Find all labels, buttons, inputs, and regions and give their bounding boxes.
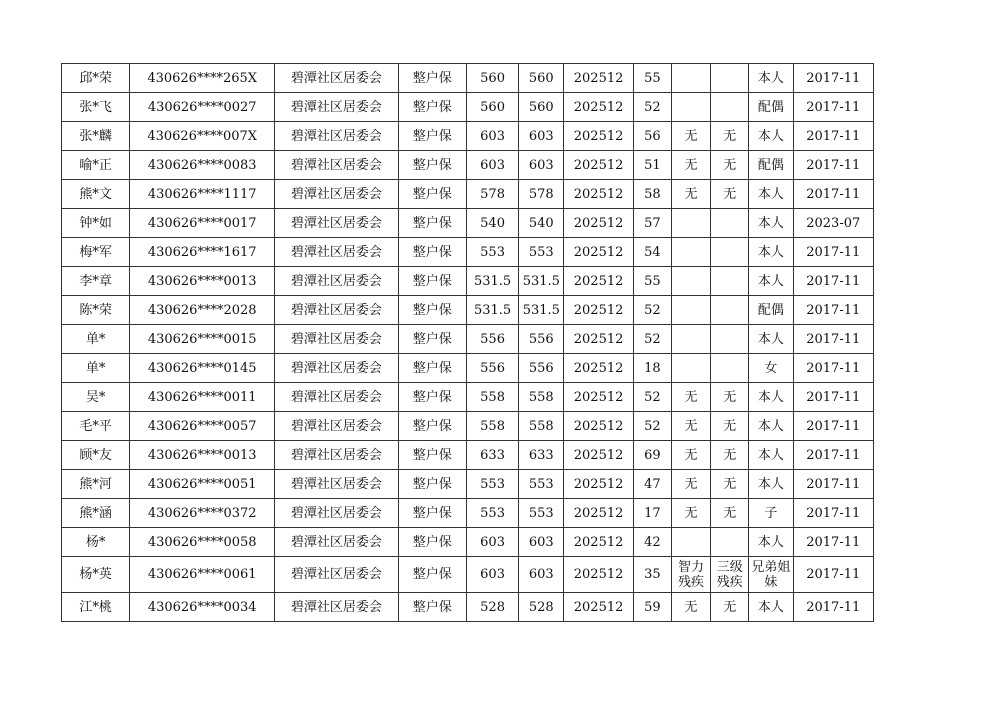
relation-cell: 本人 xyxy=(749,528,793,557)
amount-cell: 603 xyxy=(466,151,518,180)
amount-cell: 578 xyxy=(519,180,564,209)
age-cell: 51 xyxy=(633,151,671,180)
period-cell: 202512 xyxy=(564,325,633,354)
name-cell: 熊*涵 xyxy=(62,499,130,528)
age-cell: 59 xyxy=(633,593,671,622)
amount-cell: 553 xyxy=(519,499,564,528)
condition-cell xyxy=(671,64,710,93)
table-row xyxy=(62,93,874,122)
date-cell: 2017-11 xyxy=(793,354,873,383)
community-cell: 碧潭社区居委会 xyxy=(275,64,399,93)
id-number-cell: 430626****0145 xyxy=(130,354,275,383)
amount-cell: 553 xyxy=(519,470,564,499)
date-cell: 2023-07 xyxy=(793,209,873,238)
period-cell: 202512 xyxy=(564,412,633,441)
relation-cell: 配偶 xyxy=(749,296,793,325)
amount-cell: 558 xyxy=(466,412,518,441)
age-cell: 18 xyxy=(633,354,671,383)
name-cell: 李*章 xyxy=(62,267,130,296)
amount-cell: 553 xyxy=(466,238,518,267)
period-cell: 202512 xyxy=(564,557,633,593)
period-cell: 202512 xyxy=(564,180,633,209)
community-cell: 碧潭社区居委会 xyxy=(275,93,399,122)
amount-cell: 560 xyxy=(519,64,564,93)
id-number-cell: 430626****0017 xyxy=(130,209,275,238)
relation-cell: 本人 xyxy=(749,593,793,622)
relation-cell: 配偶 xyxy=(749,151,793,180)
assistance-type-cell: 整户保 xyxy=(398,296,466,325)
amount-cell: 528 xyxy=(466,593,518,622)
relation-cell: 本人 xyxy=(749,267,793,296)
amount-cell: 603 xyxy=(466,122,518,151)
table-row xyxy=(62,122,874,151)
table-row xyxy=(62,64,874,93)
relation-cell: 女 xyxy=(749,354,793,383)
table-row xyxy=(62,151,874,180)
date-cell: 2017-11 xyxy=(793,557,873,593)
assistance-type-cell: 整户保 xyxy=(398,557,466,593)
assistance-type-cell: 整户保 xyxy=(398,528,466,557)
condition-cell: 无 xyxy=(671,180,710,209)
community-cell: 碧潭社区居委会 xyxy=(275,296,399,325)
age-cell: 57 xyxy=(633,209,671,238)
condition-cell xyxy=(671,209,710,238)
roster-table xyxy=(61,63,874,622)
assistance-type-cell: 整户保 xyxy=(398,412,466,441)
amount-cell: 556 xyxy=(519,325,564,354)
disability-level-cell: 无 xyxy=(711,412,749,441)
age-cell: 58 xyxy=(633,180,671,209)
amount-cell: 528 xyxy=(519,593,564,622)
period-cell: 202512 xyxy=(564,441,633,470)
id-number-cell: 430626****0034 xyxy=(130,593,275,622)
relation-cell: 本人 xyxy=(749,470,793,499)
id-number-cell: 430626****0051 xyxy=(130,470,275,499)
id-number-cell: 430626****0058 xyxy=(130,528,275,557)
name-cell: 陈*荣 xyxy=(62,296,130,325)
table-row xyxy=(62,180,874,209)
amount-cell: 531.5 xyxy=(519,267,564,296)
assistance-type-cell: 整户保 xyxy=(398,64,466,93)
amount-cell: 633 xyxy=(519,441,564,470)
age-cell: 17 xyxy=(633,499,671,528)
amount-cell: 633 xyxy=(466,441,518,470)
date-cell: 2017-11 xyxy=(793,93,873,122)
amount-cell: 540 xyxy=(466,209,518,238)
amount-cell: 556 xyxy=(466,325,518,354)
age-cell: 52 xyxy=(633,383,671,412)
name-cell: 江*桃 xyxy=(62,593,130,622)
id-number-cell: 430626****0061 xyxy=(130,557,275,593)
condition-cell xyxy=(671,93,710,122)
condition-cell xyxy=(671,325,710,354)
disability-level-cell xyxy=(711,209,749,238)
age-cell: 52 xyxy=(633,412,671,441)
community-cell: 碧潭社区居委会 xyxy=(275,267,399,296)
name-cell: 顾*友 xyxy=(62,441,130,470)
date-cell: 2017-11 xyxy=(793,412,873,441)
amount-cell: 560 xyxy=(519,93,564,122)
condition-cell: 无 xyxy=(671,499,710,528)
name-cell: 单* xyxy=(62,325,130,354)
age-cell: 42 xyxy=(633,528,671,557)
assistance-type-cell: 整户保 xyxy=(398,238,466,267)
table-row xyxy=(62,296,874,325)
age-cell: 35 xyxy=(633,557,671,593)
relation-cell: 兄弟姐妹 xyxy=(749,557,793,593)
relation-cell: 本人 xyxy=(749,122,793,151)
amount-cell: 603 xyxy=(519,528,564,557)
assistance-type-cell: 整户保 xyxy=(398,593,466,622)
community-cell: 碧潭社区居委会 xyxy=(275,325,399,354)
table-row xyxy=(62,209,874,238)
date-cell: 2017-11 xyxy=(793,593,873,622)
community-cell: 碧潭社区居委会 xyxy=(275,499,399,528)
disability-level-cell xyxy=(711,238,749,267)
amount-cell: 578 xyxy=(466,180,518,209)
id-number-cell: 430626****0015 xyxy=(130,325,275,354)
condition-cell xyxy=(671,354,710,383)
roster-body xyxy=(62,64,874,622)
table-row xyxy=(62,441,874,470)
name-cell: 邱*荣 xyxy=(62,64,130,93)
date-cell: 2017-11 xyxy=(793,64,873,93)
age-cell: 52 xyxy=(633,296,671,325)
amount-cell: 558 xyxy=(519,412,564,441)
community-cell: 碧潭社区居委会 xyxy=(275,151,399,180)
disability-level-cell xyxy=(711,528,749,557)
amount-cell: 553 xyxy=(519,238,564,267)
assistance-type-cell: 整户保 xyxy=(398,151,466,180)
period-cell: 202512 xyxy=(564,238,633,267)
id-number-cell: 430626****0013 xyxy=(130,267,275,296)
id-number-cell: 430626****0013 xyxy=(130,441,275,470)
id-number-cell: 430626****2028 xyxy=(130,296,275,325)
disability-level-cell: 三级残疾 xyxy=(711,557,749,593)
condition-cell: 无 xyxy=(671,383,710,412)
community-cell: 碧潭社区居委会 xyxy=(275,412,399,441)
community-cell: 碧潭社区居委会 xyxy=(275,441,399,470)
amount-cell: 560 xyxy=(466,64,518,93)
disability-level-cell: 无 xyxy=(711,470,749,499)
amount-cell: 531.5 xyxy=(466,267,518,296)
relation-cell: 本人 xyxy=(749,209,793,238)
community-cell: 碧潭社区居委会 xyxy=(275,354,399,383)
disability-level-cell: 无 xyxy=(711,122,749,151)
condition-cell xyxy=(671,528,710,557)
assistance-type-cell: 整户保 xyxy=(398,441,466,470)
table-row xyxy=(62,412,874,441)
date-cell: 2017-11 xyxy=(793,470,873,499)
period-cell: 202512 xyxy=(564,122,633,151)
assistance-type-cell: 整户保 xyxy=(398,93,466,122)
relation-cell: 配偶 xyxy=(749,93,793,122)
relation-cell: 本人 xyxy=(749,412,793,441)
table-row xyxy=(62,593,874,622)
amount-cell: 603 xyxy=(466,557,518,593)
assistance-type-cell: 整户保 xyxy=(398,325,466,354)
assistance-type-cell: 整户保 xyxy=(398,122,466,151)
relation-cell: 本人 xyxy=(749,180,793,209)
date-cell: 2017-11 xyxy=(793,151,873,180)
amount-cell: 560 xyxy=(466,93,518,122)
id-number-cell: 430626****265X xyxy=(130,64,275,93)
table-row xyxy=(62,528,874,557)
amount-cell: 556 xyxy=(519,354,564,383)
community-cell: 碧潭社区居委会 xyxy=(275,383,399,412)
name-cell: 喻*正 xyxy=(62,151,130,180)
age-cell: 54 xyxy=(633,238,671,267)
period-cell: 202512 xyxy=(564,470,633,499)
name-cell: 单* xyxy=(62,354,130,383)
disability-level-cell: 无 xyxy=(711,180,749,209)
community-cell: 碧潭社区居委会 xyxy=(275,557,399,593)
age-cell: 56 xyxy=(633,122,671,151)
relation-cell: 本人 xyxy=(749,325,793,354)
disability-level-cell xyxy=(711,354,749,383)
name-cell: 熊*河 xyxy=(62,470,130,499)
date-cell: 2017-11 xyxy=(793,238,873,267)
id-number-cell: 430626****007X xyxy=(130,122,275,151)
period-cell: 202512 xyxy=(564,499,633,528)
amount-cell: 553 xyxy=(466,499,518,528)
amount-cell: 558 xyxy=(519,383,564,412)
assistance-type-cell: 整户保 xyxy=(398,267,466,296)
name-cell: 梅*军 xyxy=(62,238,130,267)
amount-cell: 603 xyxy=(466,528,518,557)
disability-level-cell xyxy=(711,296,749,325)
disability-level-cell xyxy=(711,93,749,122)
disability-level-cell: 无 xyxy=(711,499,749,528)
community-cell: 碧潭社区居委会 xyxy=(275,180,399,209)
age-cell: 69 xyxy=(633,441,671,470)
name-cell: 钟*如 xyxy=(62,209,130,238)
name-cell: 杨* xyxy=(62,528,130,557)
community-cell: 碧潭社区居委会 xyxy=(275,593,399,622)
relation-cell: 本人 xyxy=(749,383,793,412)
id-number-cell: 430626****1617 xyxy=(130,238,275,267)
assistance-type-cell: 整户保 xyxy=(398,383,466,412)
period-cell: 202512 xyxy=(564,267,633,296)
age-cell: 52 xyxy=(633,325,671,354)
date-cell: 2017-11 xyxy=(793,296,873,325)
condition-cell: 无 xyxy=(671,151,710,180)
date-cell: 2017-11 xyxy=(793,267,873,296)
table-row xyxy=(62,383,874,412)
date-cell: 2017-11 xyxy=(793,325,873,354)
condition-cell: 无 xyxy=(671,593,710,622)
amount-cell: 531.5 xyxy=(466,296,518,325)
condition-cell: 无 xyxy=(671,441,710,470)
id-number-cell: 430626****0027 xyxy=(130,93,275,122)
community-cell: 碧潭社区居委会 xyxy=(275,528,399,557)
table-row xyxy=(62,267,874,296)
disability-level-cell: 无 xyxy=(711,593,749,622)
period-cell: 202512 xyxy=(564,528,633,557)
table-row xyxy=(62,557,874,593)
period-cell: 202512 xyxy=(564,151,633,180)
amount-cell: 603 xyxy=(519,557,564,593)
disability-level-cell: 无 xyxy=(711,383,749,412)
id-number-cell: 430626****1117 xyxy=(130,180,275,209)
name-cell: 杨*英 xyxy=(62,557,130,593)
period-cell: 202512 xyxy=(564,593,633,622)
assistance-type-cell: 整户保 xyxy=(398,354,466,383)
disability-level-cell xyxy=(711,267,749,296)
period-cell: 202512 xyxy=(564,209,633,238)
period-cell: 202512 xyxy=(564,383,633,412)
condition-cell: 无 xyxy=(671,412,710,441)
assistance-type-cell: 整户保 xyxy=(398,499,466,528)
name-cell: 吴* xyxy=(62,383,130,412)
date-cell: 2017-11 xyxy=(793,499,873,528)
table-row xyxy=(62,354,874,383)
condition-cell xyxy=(671,267,710,296)
disability-level-cell xyxy=(711,325,749,354)
relation-cell: 本人 xyxy=(749,441,793,470)
date-cell: 2017-11 xyxy=(793,528,873,557)
name-cell: 毛*平 xyxy=(62,412,130,441)
amount-cell: 540 xyxy=(519,209,564,238)
condition-cell xyxy=(671,296,710,325)
condition-cell: 无 xyxy=(671,122,710,151)
table-row xyxy=(62,238,874,267)
table-row xyxy=(62,470,874,499)
name-cell: 熊*文 xyxy=(62,180,130,209)
age-cell: 55 xyxy=(633,64,671,93)
table-row xyxy=(62,325,874,354)
name-cell: 张*麟 xyxy=(62,122,130,151)
amount-cell: 603 xyxy=(519,122,564,151)
amount-cell: 603 xyxy=(519,151,564,180)
id-number-cell: 430626****0083 xyxy=(130,151,275,180)
date-cell: 2017-11 xyxy=(793,383,873,412)
disability-level-cell xyxy=(711,64,749,93)
table-row xyxy=(62,499,874,528)
assistance-type-cell: 整户保 xyxy=(398,470,466,499)
date-cell: 2017-11 xyxy=(793,180,873,209)
amount-cell: 556 xyxy=(466,354,518,383)
period-cell: 202512 xyxy=(564,93,633,122)
date-cell: 2017-11 xyxy=(793,441,873,470)
amount-cell: 558 xyxy=(466,383,518,412)
amount-cell: 531.5 xyxy=(519,296,564,325)
condition-cell xyxy=(671,238,710,267)
assistance-type-cell: 整户保 xyxy=(398,180,466,209)
disability-level-cell: 无 xyxy=(711,151,749,180)
id-number-cell: 430626****0372 xyxy=(130,499,275,528)
relation-cell: 本人 xyxy=(749,64,793,93)
assistance-type-cell: 整户保 xyxy=(398,209,466,238)
age-cell: 55 xyxy=(633,267,671,296)
community-cell: 碧潭社区居委会 xyxy=(275,470,399,499)
community-cell: 碧潭社区居委会 xyxy=(275,122,399,151)
date-cell: 2017-11 xyxy=(793,122,873,151)
amount-cell: 553 xyxy=(466,470,518,499)
community-cell: 碧潭社区居委会 xyxy=(275,238,399,267)
period-cell: 202512 xyxy=(564,64,633,93)
name-cell: 张*飞 xyxy=(62,93,130,122)
relation-cell: 本人 xyxy=(749,238,793,267)
disability-level-cell: 无 xyxy=(711,441,749,470)
community-cell: 碧潭社区居委会 xyxy=(275,209,399,238)
id-number-cell: 430626****0057 xyxy=(130,412,275,441)
age-cell: 47 xyxy=(633,470,671,499)
period-cell: 202512 xyxy=(564,296,633,325)
relation-cell: 子 xyxy=(749,499,793,528)
condition-cell: 无 xyxy=(671,470,710,499)
condition-cell: 智力残疾 xyxy=(671,557,710,593)
period-cell: 202512 xyxy=(564,354,633,383)
id-number-cell: 430626****0011 xyxy=(130,383,275,412)
age-cell: 52 xyxy=(633,93,671,122)
